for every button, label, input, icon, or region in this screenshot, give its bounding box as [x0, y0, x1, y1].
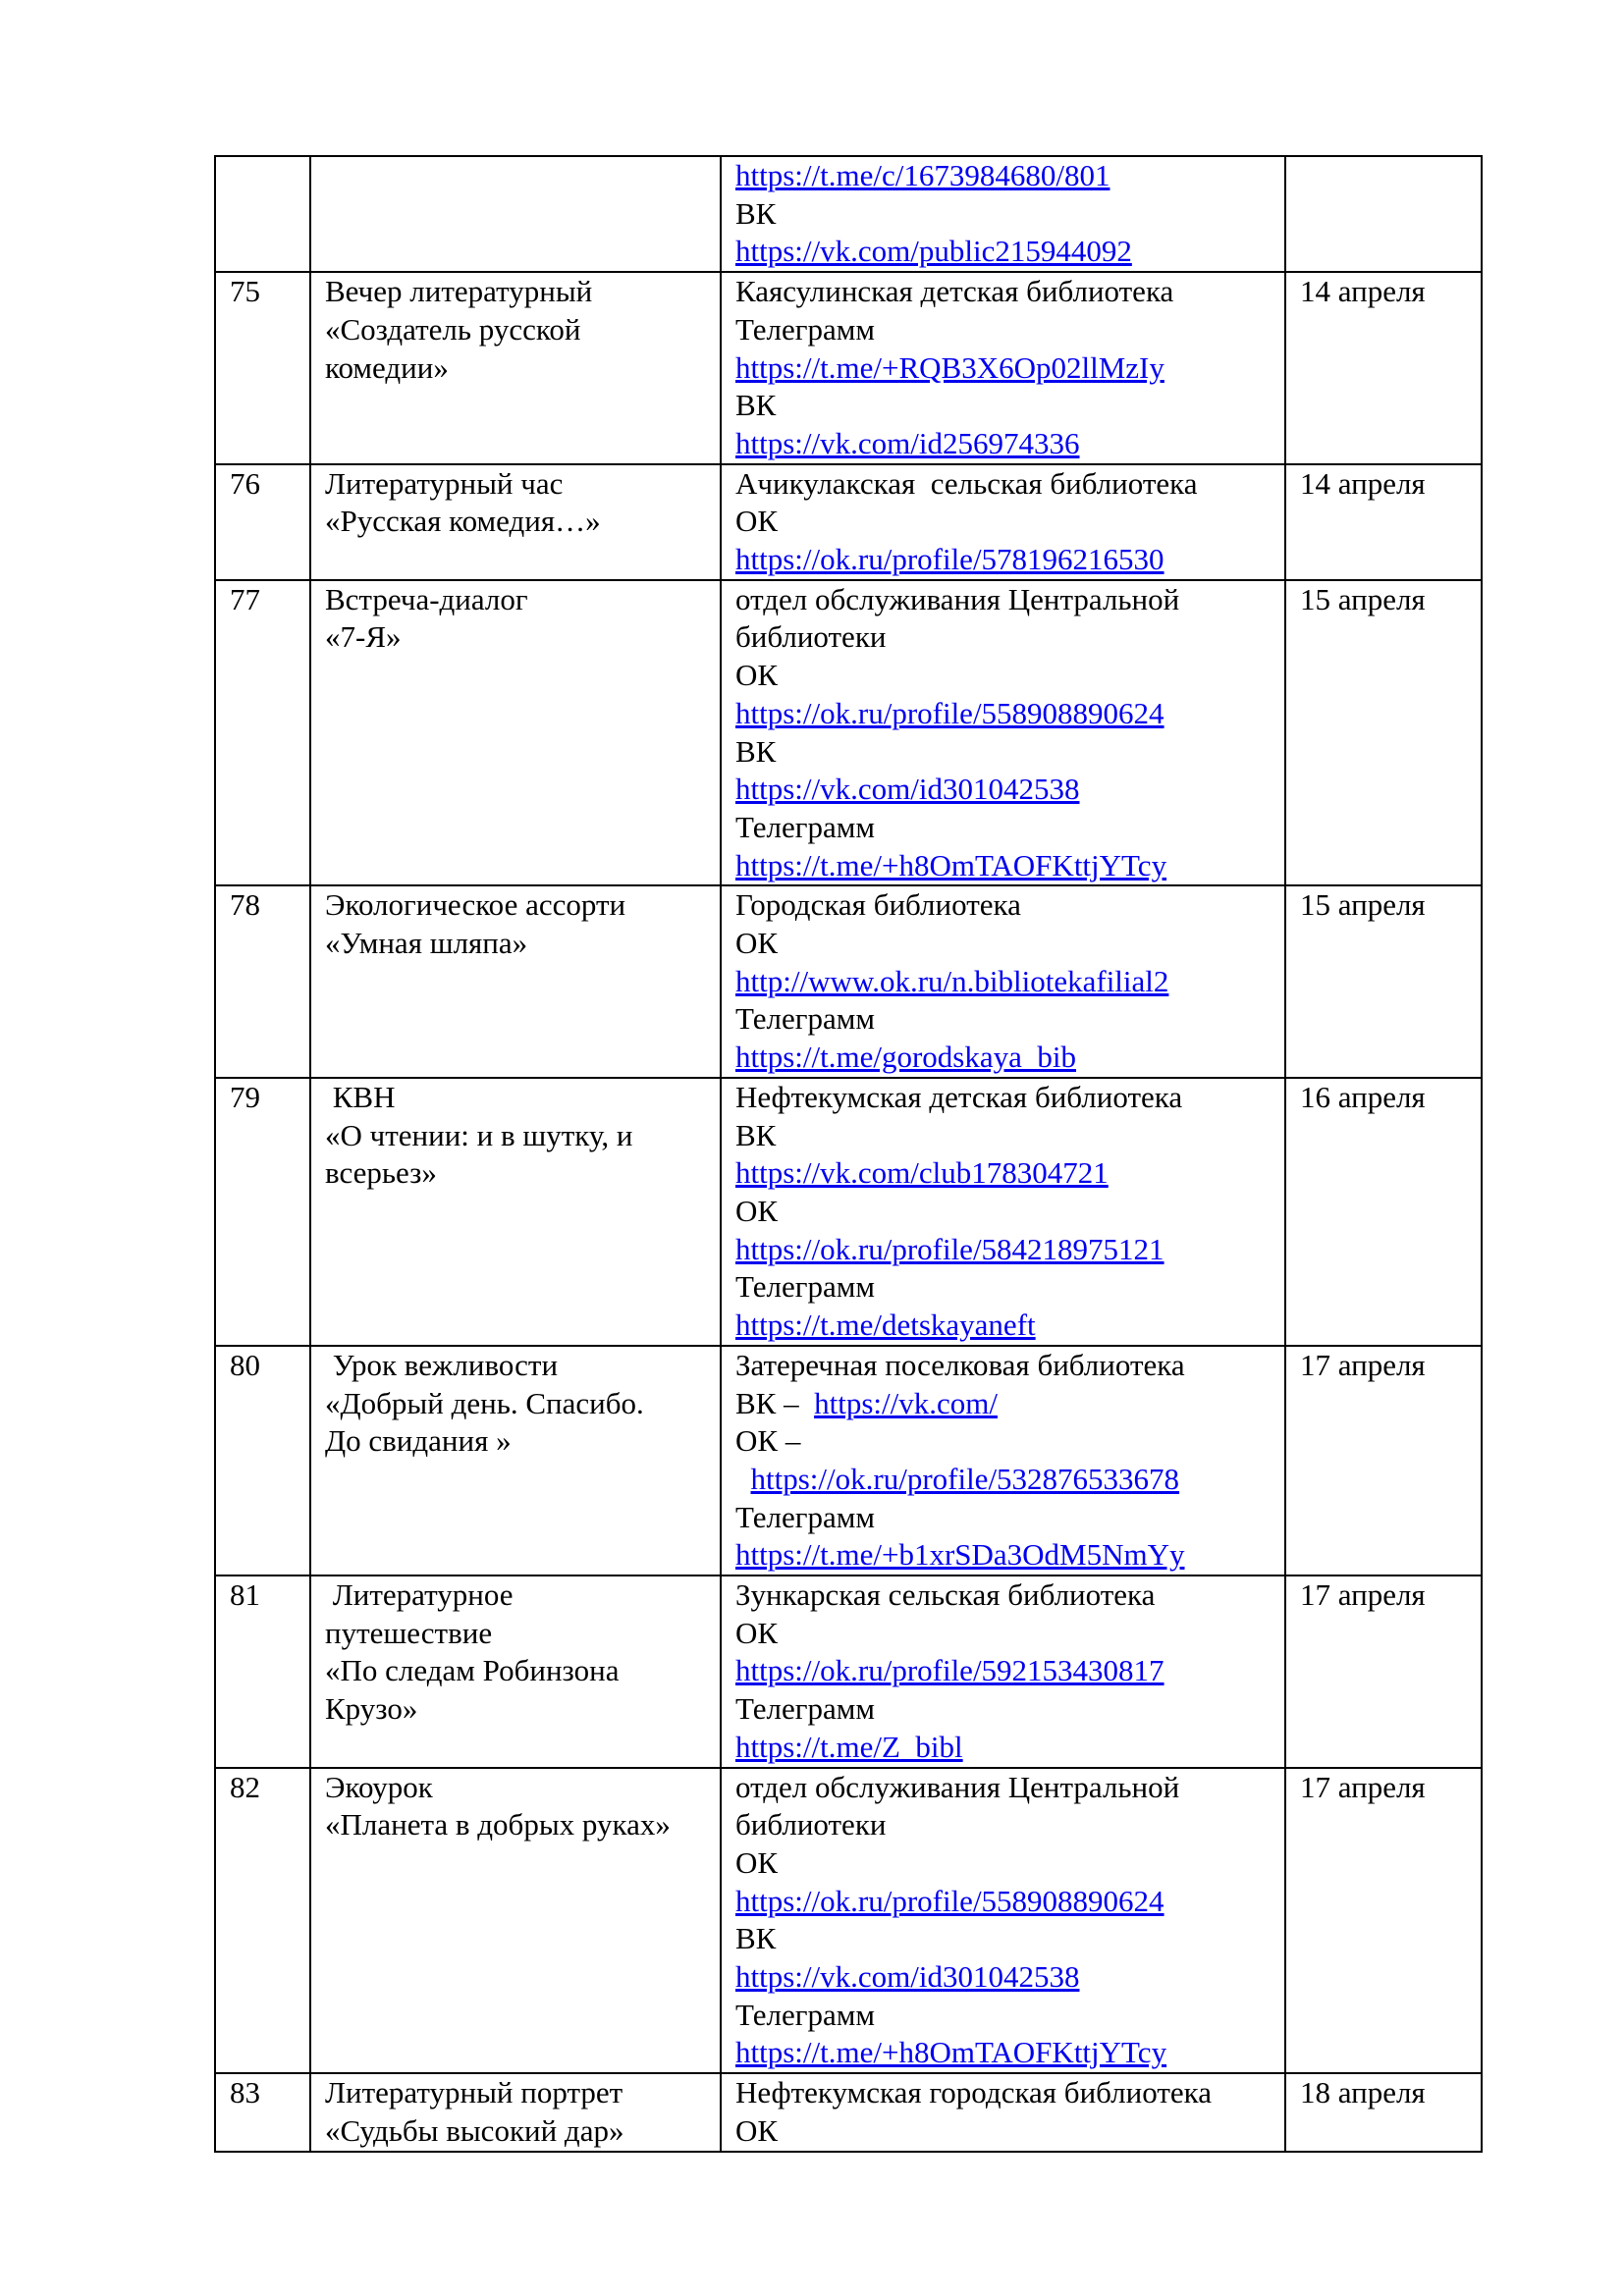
event-date: 17 апреля	[1300, 1347, 1426, 1382]
social-link[interactable]: https://t.me/gorodskaya_bib	[735, 1040, 1076, 1075]
row-number-cell	[215, 1346, 310, 1575]
event-title-cell	[310, 272, 721, 464]
social-link[interactable]: https://ok.ru/profile/532876533678	[750, 1461, 1180, 1496]
venue-line	[735, 1920, 1274, 1958]
events-table	[214, 155, 1483, 2153]
venue-text: библиотеки	[735, 1807, 887, 1842]
event-title-cell	[310, 1078, 721, 1346]
event-title-line: Урок вежливости	[325, 1347, 559, 1382]
table-row	[215, 272, 1482, 464]
event-title-line: комедии»	[325, 349, 449, 385]
social-link[interactable]: https://t.me/+b1xrSDa3OdM5NmYy	[735, 1537, 1185, 1573]
social-link[interactable]: https://vk.com/id301042538	[735, 772, 1080, 807]
event-date-cell	[1285, 464, 1482, 580]
events-table-body	[215, 156, 1482, 2152]
venue-line	[735, 503, 1274, 541]
event-title-line: Литературный портрет	[325, 2075, 623, 2110]
venue-text: ВК	[735, 1117, 777, 1152]
row-number: 81	[230, 1577, 260, 1613]
venue-line	[735, 809, 1274, 847]
event-title-line: «О чтении: и в шутку, и	[325, 1117, 633, 1152]
venue-text: ОК	[735, 1615, 779, 1650]
social-link[interactable]: https://ok.ru/profile/592153430817	[735, 1653, 1164, 1688]
row-number: 80	[230, 1347, 260, 1382]
event-date: 18 апреля	[1300, 2075, 1426, 2110]
event-title-line: «Создатель русской	[325, 311, 581, 347]
venue-link-line	[735, 541, 1274, 579]
venue-link-line	[735, 1883, 1274, 1921]
venue-link-line	[735, 1729, 1274, 1767]
venue-line	[735, 925, 1274, 963]
venue-line	[735, 1000, 1274, 1039]
venue-link-line	[735, 1039, 1274, 1077]
venue-text: Ачикулакская сельская библиотека	[735, 465, 1198, 501]
venue-link-line	[735, 2034, 1274, 2072]
social-link[interactable]: https://vk.com/id256974336	[735, 425, 1080, 460]
event-title-line: КВН	[325, 1079, 396, 1114]
table-row	[215, 885, 1482, 1078]
event-date-cell	[1285, 885, 1482, 1078]
event-date: 15 апреля	[1300, 581, 1426, 616]
venue-link-line	[735, 695, 1274, 733]
event-title-cell	[310, 2073, 721, 2151]
event-title-line: всерьез»	[325, 1155, 437, 1191]
venue-text: ОК	[735, 2112, 779, 2148]
social-link[interactable]: https://t.me/+h8OmTAOFKttjYTcy	[735, 847, 1167, 882]
row-number-cell	[215, 1575, 310, 1768]
venue-text: ОК	[735, 1844, 779, 1880]
venue-line	[735, 1615, 1274, 1653]
venue-line	[735, 387, 1274, 425]
venue-text: ВК	[735, 195, 777, 231]
venue-cell	[721, 1078, 1285, 1346]
venue-text: отдел обслуживания Центральной	[735, 581, 1180, 616]
event-title-line: Литературное	[325, 1577, 514, 1613]
venue-prefix	[735, 1462, 751, 1496]
event-title-line: «7-Я»	[325, 619, 402, 655]
venue-cell	[721, 1768, 1285, 2074]
venue-line	[735, 1576, 1274, 1615]
event-title-line: «По следам Робинзона	[325, 1653, 620, 1688]
table-row	[215, 464, 1482, 580]
venue-line	[735, 1997, 1274, 2035]
event-title-line: Экоурок	[325, 1769, 433, 1804]
event-date: 15 апреля	[1300, 887, 1426, 923]
venue-link-line	[735, 1307, 1274, 1345]
venue-line	[735, 1844, 1274, 1883]
event-title-cell	[310, 885, 721, 1078]
row-number: 78	[230, 887, 260, 923]
venue-line	[735, 195, 1274, 234]
event-title-line: Вечер литературный	[325, 274, 593, 309]
venue-prefix: ВК –	[735, 1385, 815, 1420]
venue-cell	[721, 580, 1285, 886]
venue-link-line	[735, 1154, 1274, 1193]
venue-line	[735, 733, 1274, 772]
venue-line	[735, 1806, 1274, 1844]
event-date: 16 апреля	[1300, 1079, 1426, 1114]
venue-text: Затеречная поселковая библиотека	[735, 1347, 1185, 1382]
venue-line	[735, 618, 1274, 657]
venue-line	[735, 886, 1274, 925]
venue-text: Зункарская сельская библиотека	[735, 1577, 1156, 1613]
social-link[interactable]: https://vk.com/club178304721	[735, 1155, 1109, 1191]
event-title-line: «Судьбы высокий дар»	[325, 2112, 624, 2148]
event-title-line: Встреча-диалог	[325, 581, 528, 616]
venue-line	[735, 273, 1274, 311]
social-link[interactable]: https://vk.com/public215944092	[735, 234, 1132, 269]
venue-link-line	[735, 1385, 1274, 1423]
venue-line	[735, 1769, 1274, 1807]
venue-link-line	[735, 425, 1274, 463]
table-row	[215, 2073, 1482, 2151]
social-link[interactable]: https://t.me/+h8OmTAOFKttjYTcy	[735, 2035, 1167, 2070]
row-number-cell	[215, 1768, 310, 2074]
event-title-cell	[310, 1346, 721, 1575]
venue-link-line	[735, 1958, 1274, 1997]
venue-text: библиотеки	[735, 619, 887, 655]
table-row	[215, 1078, 1482, 1346]
event-title-line: «Умная шляпа»	[325, 926, 528, 961]
venue-cell	[721, 1575, 1285, 1768]
event-title-line: «Русская комедия…»	[325, 504, 601, 539]
venue-text: ОК –	[735, 1423, 801, 1459]
venue-line	[735, 2074, 1274, 2112]
venue-cell	[721, 1346, 1285, 1575]
venue-line	[735, 1193, 1274, 1231]
venue-line	[735, 1499, 1274, 1537]
event-title-cell	[310, 464, 721, 580]
event-date-cell	[1285, 1768, 1482, 2074]
venue-link-line	[735, 157, 1274, 195]
venue-text: Телеграмм	[735, 1269, 875, 1305]
venue-text: Телеграмм	[735, 1499, 875, 1534]
row-number: 75	[230, 274, 260, 309]
venue-line	[735, 465, 1274, 504]
row-number-cell	[215, 272, 310, 464]
venue-link-line	[735, 1536, 1274, 1575]
event-date-cell	[1285, 272, 1482, 464]
venue-text: ОК	[735, 658, 779, 693]
event-date-cell	[1285, 1575, 1482, 1768]
table-row	[215, 1768, 1482, 2074]
social-link[interactable]: https://t.me/+RQB3X6Op02llMzIy	[735, 349, 1164, 385]
venue-line	[735, 1117, 1274, 1155]
venue-link-line	[735, 963, 1274, 1001]
venue-text: ВК	[735, 1921, 777, 1956]
venue-line	[735, 657, 1274, 695]
venue-line	[735, 1347, 1274, 1385]
social-link[interactable]: https://ok.ru/profile/584218975121	[735, 1231, 1164, 1266]
venue-line	[735, 2112, 1274, 2151]
event-date: 14 апреля	[1300, 465, 1426, 501]
row-number-cell	[215, 464, 310, 580]
event-title-line: Крузо»	[325, 1691, 418, 1727]
social-link[interactable]: https://ok.ru/profile/578196216530	[735, 542, 1164, 577]
venue-link-line	[735, 1652, 1274, 1690]
event-date-cell	[1285, 2073, 1482, 2151]
venue-text: Телеграмм	[735, 1691, 875, 1727]
row-number: 83	[230, 2075, 260, 2110]
venue-line	[735, 1422, 1274, 1461]
venue-cell	[721, 885, 1285, 1078]
event-date: 17 апреля	[1300, 1577, 1426, 1613]
venue-text: ВК	[735, 733, 777, 769]
event-title-line: Литературный час	[325, 465, 564, 501]
venue-link-line	[735, 771, 1274, 809]
row-number: 82	[230, 1769, 260, 1804]
row-number: 79	[230, 1079, 260, 1114]
social-link[interactable]: https://vk.com/	[814, 1385, 998, 1420]
row-number-cell	[215, 156, 310, 272]
event-title-line: путешествие	[325, 1615, 493, 1650]
event-title-line: «Добрый день. Спасибо.	[325, 1385, 644, 1420]
event-date-cell	[1285, 156, 1482, 272]
table-row	[215, 1346, 1482, 1575]
social-link[interactable]: http://www.ok.ru/n.bibliotekafilial2	[735, 963, 1169, 998]
row-number-cell	[215, 2073, 310, 2151]
venue-text: ОК	[735, 926, 779, 961]
venue-text: Нефтекумская городская библиотека	[735, 2075, 1212, 2110]
event-date-cell	[1285, 1346, 1482, 1575]
venue-text: Городская библиотека	[735, 887, 1021, 923]
venue-text: Телеграмм	[735, 311, 875, 347]
event-title-cell	[310, 1575, 721, 1768]
venue-line	[735, 581, 1274, 619]
social-link[interactable]: https://t.me/Z_bibl	[735, 1729, 963, 1764]
event-date-cell	[1285, 580, 1482, 886]
venue-text: Телеграмм	[735, 1997, 875, 2032]
venue-line	[735, 1079, 1274, 1117]
table-row	[215, 156, 1482, 272]
venue-text: Телеграмм	[735, 1001, 875, 1037]
venue-text: Телеграмм	[735, 809, 875, 844]
venue-text: Каясулинская детская библиотека	[735, 274, 1174, 309]
venue-link-line	[735, 847, 1274, 885]
venue-link-line	[735, 233, 1274, 271]
social-link[interactable]: https://t.me/c/1673984680/801	[735, 158, 1110, 192]
venue-line	[735, 311, 1274, 349]
social-link[interactable]: https://ok.ru/profile/558908890624	[735, 695, 1164, 730]
venue-cell	[721, 272, 1285, 464]
venue-text: Нефтекумская детская библиотека	[735, 1079, 1183, 1114]
venue-text: ОК	[735, 504, 779, 539]
venue-text: отдел обслуживания Центральной	[735, 1769, 1180, 1804]
event-date: 17 апреля	[1300, 1769, 1426, 1804]
venue-cell	[721, 2073, 1285, 2151]
venue-link-line	[735, 1461, 1274, 1499]
venue-line	[735, 1690, 1274, 1729]
row-number: 76	[230, 465, 260, 501]
event-date-cell	[1285, 1078, 1482, 1346]
social-link[interactable]: https://t.me/detskayaneft	[735, 1308, 1036, 1343]
social-link[interactable]: https://ok.ru/profile/558908890624	[735, 1883, 1164, 1918]
venue-text: ВК	[735, 388, 777, 423]
venue-cell	[721, 156, 1285, 272]
event-title-cell	[310, 156, 721, 272]
event-title-line: «Планета в добрых руках»	[325, 1807, 671, 1842]
venue-link-line	[735, 1231, 1274, 1269]
venue-text: ОК	[735, 1193, 779, 1228]
event-title-line: Экологическое ассорти	[325, 887, 626, 923]
row-number-cell	[215, 885, 310, 1078]
event-title-line: До свидания »	[325, 1423, 512, 1459]
venue-link-line	[735, 349, 1274, 388]
venue-line	[735, 1268, 1274, 1307]
event-date: 14 апреля	[1300, 274, 1426, 309]
row-number-cell	[215, 1078, 310, 1346]
table-row	[215, 1575, 1482, 1768]
row-number: 77	[230, 581, 260, 616]
venue-cell	[721, 464, 1285, 580]
table-row	[215, 580, 1482, 886]
event-title-cell	[310, 1768, 721, 2074]
event-title-cell	[310, 580, 721, 886]
row-number-cell	[215, 580, 310, 886]
social-link[interactable]: https://vk.com/id301042538	[735, 1959, 1080, 1995]
